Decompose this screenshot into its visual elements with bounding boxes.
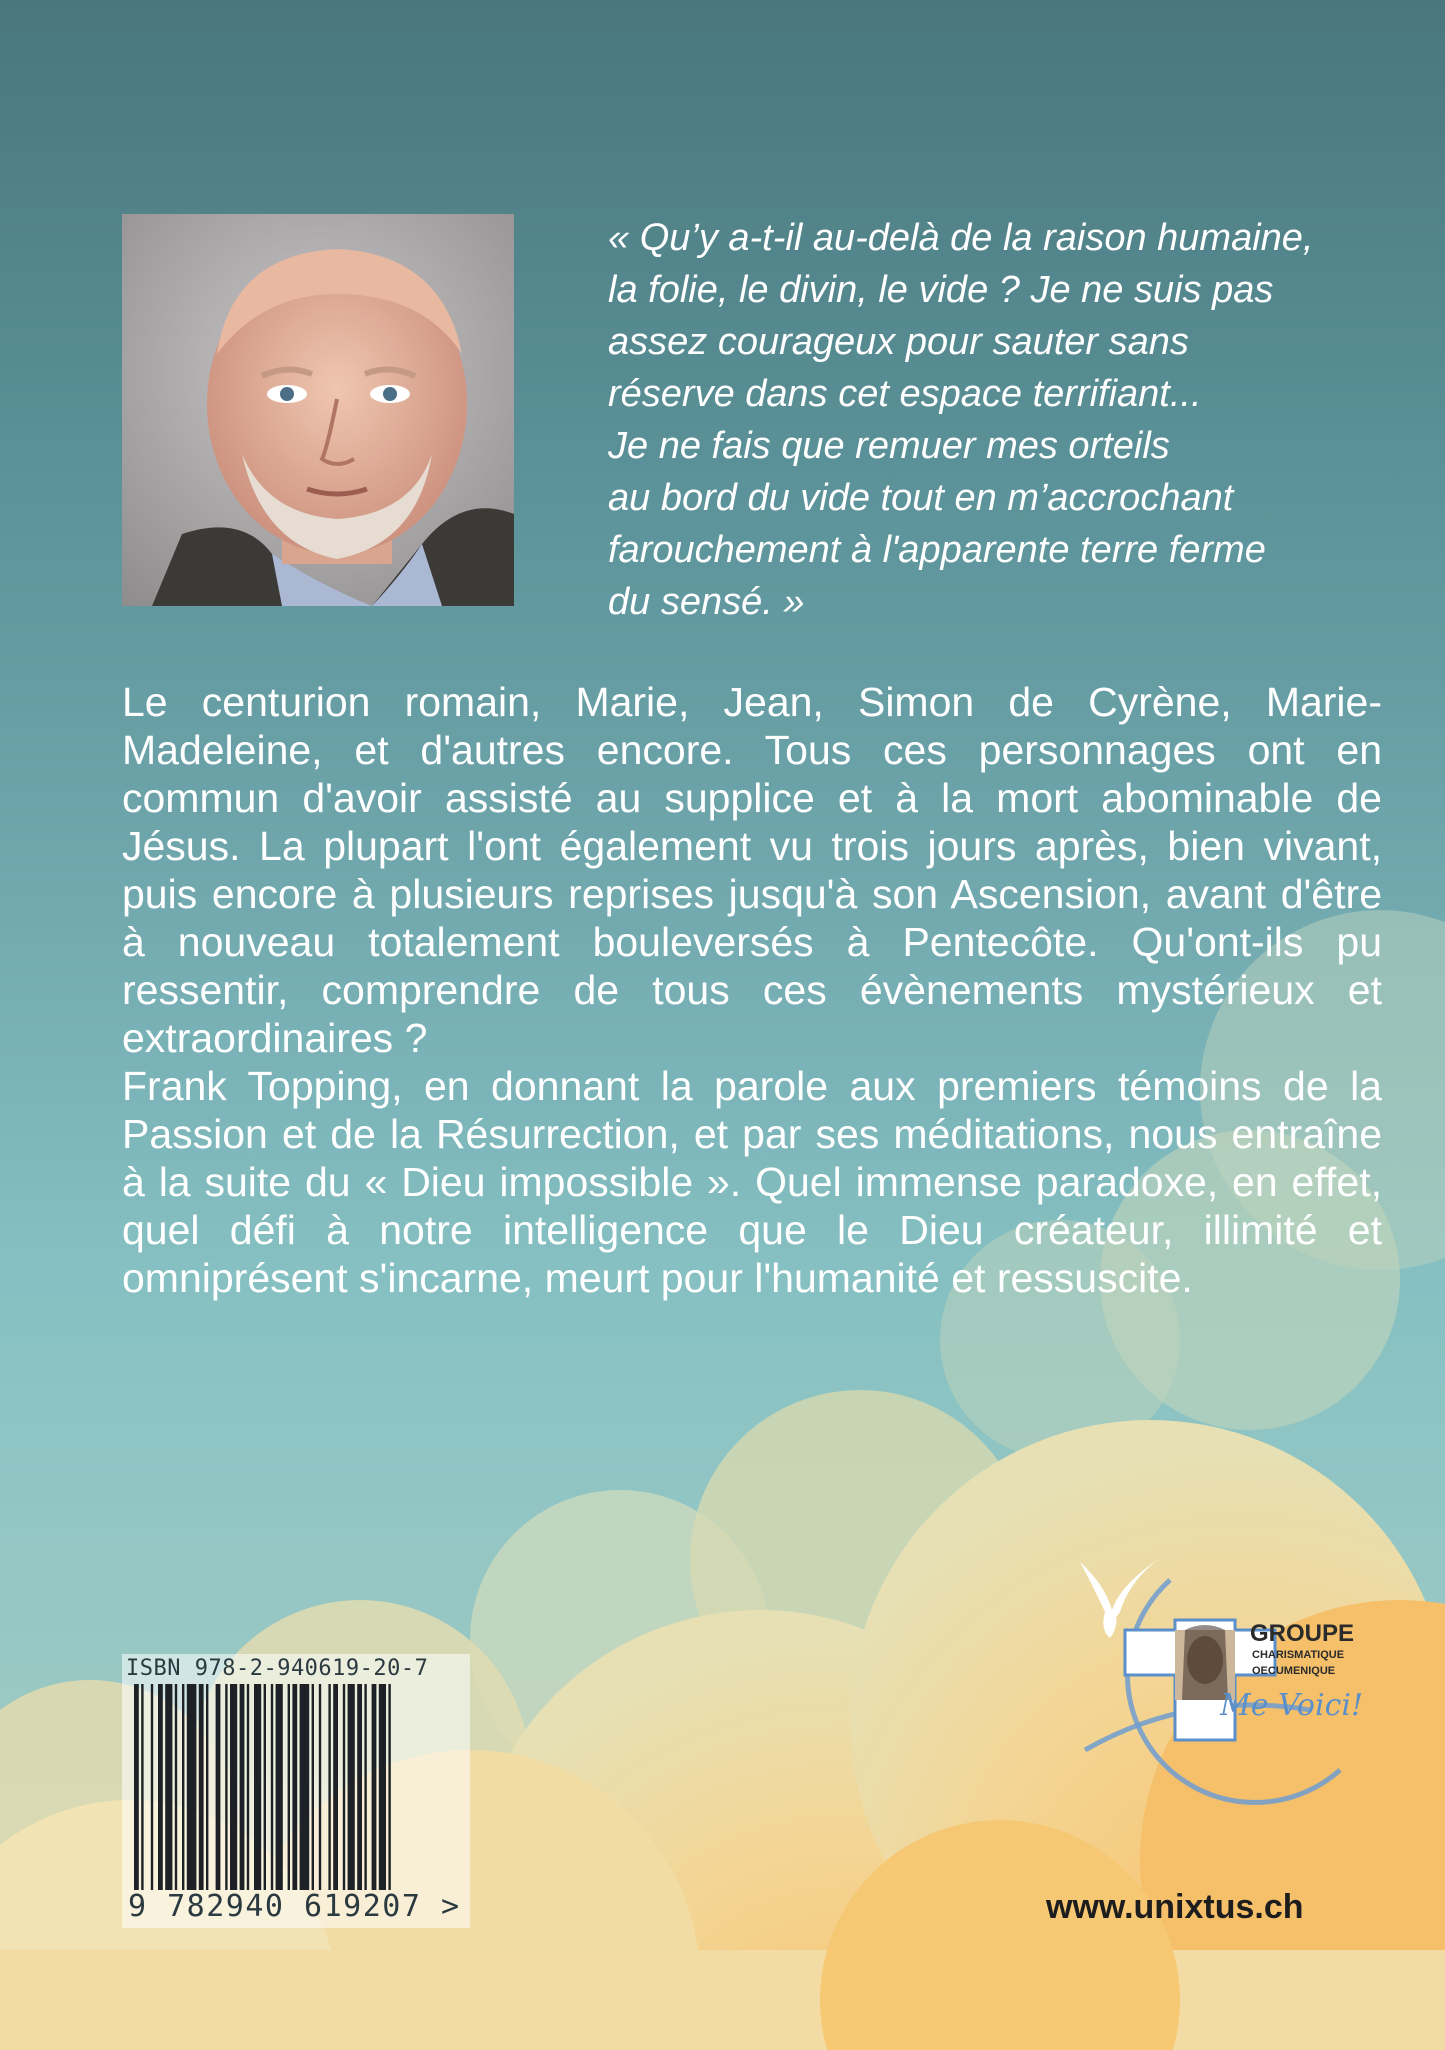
logo-charismatique: CHARISMATIQUE xyxy=(1252,1649,1345,1661)
logo-groupe: GROUPE xyxy=(1250,1620,1355,1647)
quote-line: « Qu’y a-t-il au-delà de la raison humaine, xyxy=(608,217,1314,259)
quote-line: Je ne fais que remuer mes orteils xyxy=(608,425,1170,467)
quote-line: au bord du vide tout en m’accrochant xyxy=(608,477,1234,519)
quote-line: du sensé. » xyxy=(608,581,805,623)
quote-line: réserve dans cet espace terrifiant... xyxy=(608,373,1202,415)
logo-oecumenique: OECUMENIQUE xyxy=(1252,1665,1336,1677)
barcode-digits: 9 782940 619207 > xyxy=(128,1889,461,1924)
author-quote xyxy=(608,212,1368,628)
isbn-label: ISBN 978-2-940619-20-7 xyxy=(126,1656,429,1681)
quote-line: assez courageux pour sauter sans xyxy=(608,321,1189,363)
description-paragraph: Frank Topping, en donnant la parole aux premiers témoins de la Passion et de la Résurrection, et par ses méditations, nous entraîne à la suite du « Dieu impossible ». Quel immense paradoxe, en effet, quel défi à notre intelligence que le Dieu créateur, illimité et omniprésent s'incarne, meurt pour l'humanité et ressuscite. xyxy=(122,1063,1382,1301)
isbn-barcode xyxy=(122,1654,470,1928)
description-paragraph: Le centurion romain, Marie, Jean, Simon de Cyrène, Marie-Madeleine, et d'autres encore. Tous ces personnages ont en commun d'avoir assisté au supplice et à la mort abominable de Jésus. La plupart l'ont également vu trois jours après, bien vivant, puis encore à plusieurs reprises jusqu'à son Ascension, avant d'être à nouveau totalement bouleversés à Pentecôte. Qu'ont-ils pu ressentir, comprendre de tous ces évènements mystérieux et extraordinaires ? xyxy=(122,679,1382,1061)
quote-line: la folie, le divin, le vide ? Je ne suis pas xyxy=(608,269,1274,311)
author-photo xyxy=(122,214,514,606)
logo-tagline: Me Voici! xyxy=(1220,1688,1364,1723)
publisher-website[interactable]: www.unixtus.ch xyxy=(1046,1888,1304,1926)
book-description xyxy=(122,678,1382,1302)
barcode-bars xyxy=(134,1684,458,1890)
quote-line: farouchement à l'apparente terre ferme xyxy=(608,529,1266,571)
dove-icon xyxy=(1080,1558,1160,1638)
